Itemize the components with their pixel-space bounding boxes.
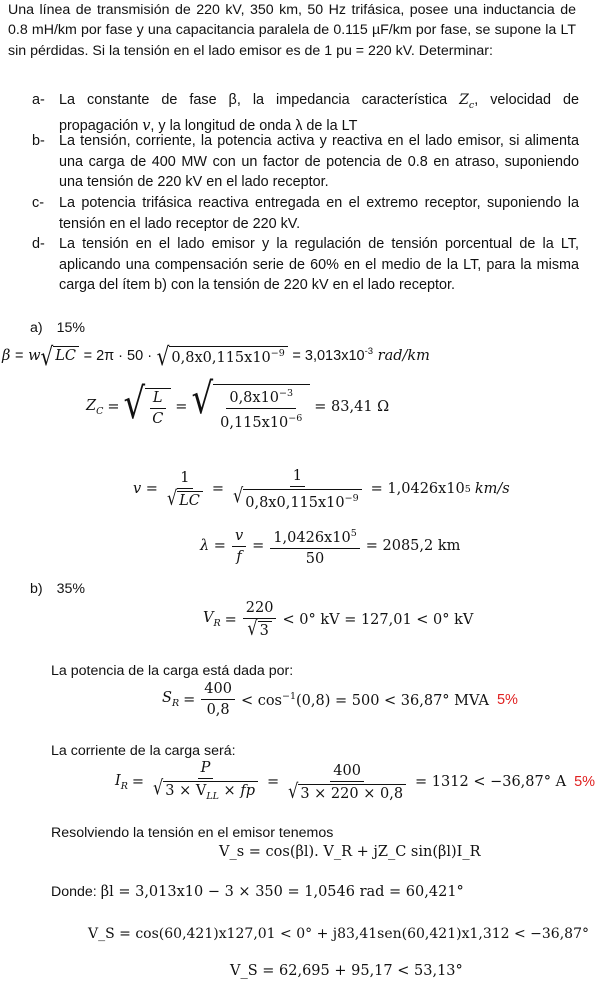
v-sqrt-lc: LC (177, 491, 203, 509)
sqrt-lc: √ LC (41, 346, 79, 366)
beta-result-exp: -3 (364, 346, 374, 358)
beta-rad: 0,8x0,115x10 (171, 349, 271, 366)
lambda-v: v (232, 528, 246, 547)
beta-unit: rad/km (377, 348, 430, 364)
item-a-letter: a- (32, 92, 45, 108)
ir-lhs: $I_R$ (115, 773, 128, 792)
ir-den1a: 3 × V (165, 783, 207, 799)
sr-num: 400 (201, 681, 235, 700)
vr-rest: < 0° kV = 127,01 < 0° kV (282, 611, 474, 628)
beta-equation (2, 341, 430, 371)
vr-lhs: $V_R$ (203, 610, 221, 629)
donde-equation: βl = 3,013x10 − 3 × 350 = 1,0546 rad = 60,421° (100, 884, 464, 900)
v-result: = 1,0426x10 (370, 481, 465, 498)
item-a-text (59, 90, 579, 137)
v-one-b: 1 (290, 468, 305, 487)
section-a-label: a) (30, 320, 43, 336)
item-d-letter: d- (32, 236, 45, 252)
lambda-lhs: λ = (200, 538, 226, 555)
section-a-heading (30, 318, 85, 338)
item-a-text-post: , y la longitud de onda λ de la LT (150, 118, 358, 135)
sr-den: 0,8 (206, 702, 230, 718)
item-d-text: La tensión en el lado emisor y la regulación de tensión porcentual de la LT, aplicando una compensación serie de 60% en el medio de la LT, para la misma carga del ítem b) con la tensión de 220 kV en el lado receptor. (59, 236, 579, 293)
vs-formula: V_s = cos(βl). V_R + jZ_C sin(βl)I_R (219, 844, 481, 860)
zc-result: = 83,41 Ω (314, 399, 390, 416)
ir-den1sub: LL (206, 790, 219, 802)
v-one-a: 1 (177, 470, 192, 489)
zc-lhs: $Z_C$ (86, 397, 104, 417)
v-result-exp: 5 (464, 483, 471, 495)
ir-rest: = 1312 < −36,87° A (415, 774, 567, 791)
task-list (0, 90, 583, 300)
section-b-percent: 35% (56, 581, 85, 597)
item-b-letter: b- (32, 133, 45, 149)
lambda-num-exp: 5 (350, 528, 357, 539)
velocity-equation: v = 1 √ LC = 1 √ $0,8x0,115x10^{-9}$ = 1,0426x10 5 km/s (133, 468, 510, 511)
vs-result: V_S = 62,695 + 95,17 < 53,13° (230, 963, 463, 979)
beta-exp: −9 (270, 348, 285, 359)
vs-intro: Resolviendo la tensión en el emisor tenemos (51, 825, 334, 841)
sr-lhs: $S_R$ (162, 690, 180, 709)
v-rad: 0,8x0,115x10 (245, 494, 345, 511)
sqrt-values: √ $0,8x0,115x10^{-9}$ (157, 346, 288, 366)
sr-score: 5% (496, 691, 518, 708)
beta-lhs: β (2, 348, 11, 364)
donde-label: Donde: (51, 884, 97, 900)
beta-mid: = 2π · 50 · (83, 348, 153, 364)
v-rad-exp: −9 (344, 493, 359, 504)
v-symbol: v (142, 118, 151, 135)
beta-eq-sign: = (15, 348, 24, 364)
ir-num2: 400 (330, 763, 364, 782)
zc-C: C (152, 410, 164, 427)
zc-L: L (150, 390, 166, 409)
lambda-den: 50 (305, 550, 325, 567)
lambda-num: 1,0426x10 (273, 529, 351, 546)
vr-equation: $V_R$ = 220 √ 3 < 0° kV = 127,01 < 0° kV (203, 600, 474, 640)
lambda-equation: λ = $\frac{v}{f}$ = $\frac{1,0426x10^5}{50}$ = 2085,2 km (200, 527, 461, 567)
section-a-percent: 15% (56, 320, 85, 336)
ir-intro: La corriente de la carga será: (51, 743, 236, 759)
problem-statement: Una línea de transmisión de 220 kV, 350 km, 50 Hz trifásica, posee una inductancia de 0.8 mH/km por fase y una capacitancia paralela de 0.115 µF/km por fase, se supone la LT sin pérdidas. Si la tensión en el lado emisor es de 1 pu = 220 kV. Determinar: (8, 2, 576, 59)
lambda-f: f (236, 548, 242, 565)
sr-rest: < $\cos^{-1}(0,8) = 500 < 36,87^\circ$ MVA (240, 690, 489, 709)
ir-num1: P (198, 760, 214, 779)
zc-sqrt-values: √ $\frac{0,8x10^{-3}}{0,115x10^{-6}}$ (191, 384, 310, 431)
zc-symbol: $Z_c$ (459, 92, 475, 111)
v-unit: km/s (474, 481, 510, 498)
zc-sqrt-lc: √ $\frac{L}{C}$ (124, 388, 172, 427)
ir-den2: 3 × 220 × 0,8 (298, 784, 406, 802)
item-a-text-pre: La constante de fase β, la impedancia característica (59, 92, 460, 108)
zc-equation: $Z_C$ = √ $\frac{L}{C}$ = √ $\frac{0,8x10^{-3}}{0,115x10^{-6}}$ = 83,41 Ω (86, 374, 390, 431)
lambda-result: = 2085,2 km (365, 538, 461, 555)
v-lhs: v = (133, 481, 158, 498)
ir-equation: $I_R$ = P √ $3 \times V_{LL}$ × fp = 400 √ 3 × 220 × 0,8 = 1312 < −36,87° A 5% (115, 760, 595, 803)
beta-result: = 3,013x10 (292, 348, 365, 364)
ir-score: 5% (574, 774, 595, 791)
zc-num-exp: −3 (279, 388, 294, 399)
zc-den: 0,115x10 (220, 414, 289, 431)
vr-num: 220 (243, 600, 277, 619)
item-b-text: La tensión, corriente, la potencia activa y reactiva en el lado emisor, si alimenta una carga de 400 MW con un factor de potencia de 0.8 en atraso, suponiendo una tensión de 220 kV en el lado receptor. (59, 133, 579, 190)
item-a-text-mid: , velocidad de propagación (59, 92, 579, 135)
beta-lc: LC (53, 346, 79, 366)
sr-intro: La potencia de la carga está dada por: (51, 663, 294, 679)
zc-num: 0,8x10 (229, 389, 280, 406)
vs-numeric: V_S = cos(60,421)x127,01 < 0° + j83,41sen(60,421)x1,312 < −36,87° (88, 926, 589, 942)
beta-w: w (28, 348, 41, 364)
section-b-label: b) (30, 581, 43, 597)
ir-den1b: × fp (218, 783, 255, 799)
section-b-heading (30, 579, 85, 599)
item-c-text: La potencia trifásica reactiva entregada en el extremo receptor, suponiendo la tensión en el lado receptor de 220 kV. (59, 195, 579, 232)
vr-den: 3 (258, 621, 272, 639)
item-c-letter: c- (32, 195, 44, 211)
sr-equation: $S_R$ = $\frac{400}{0,8}$ < $\cos^{-1}(0,8) = 500 < 36,87^\circ$ MVA 5% (162, 681, 518, 718)
donde-line (51, 882, 464, 902)
zc-den-exp: −6 (288, 412, 303, 424)
